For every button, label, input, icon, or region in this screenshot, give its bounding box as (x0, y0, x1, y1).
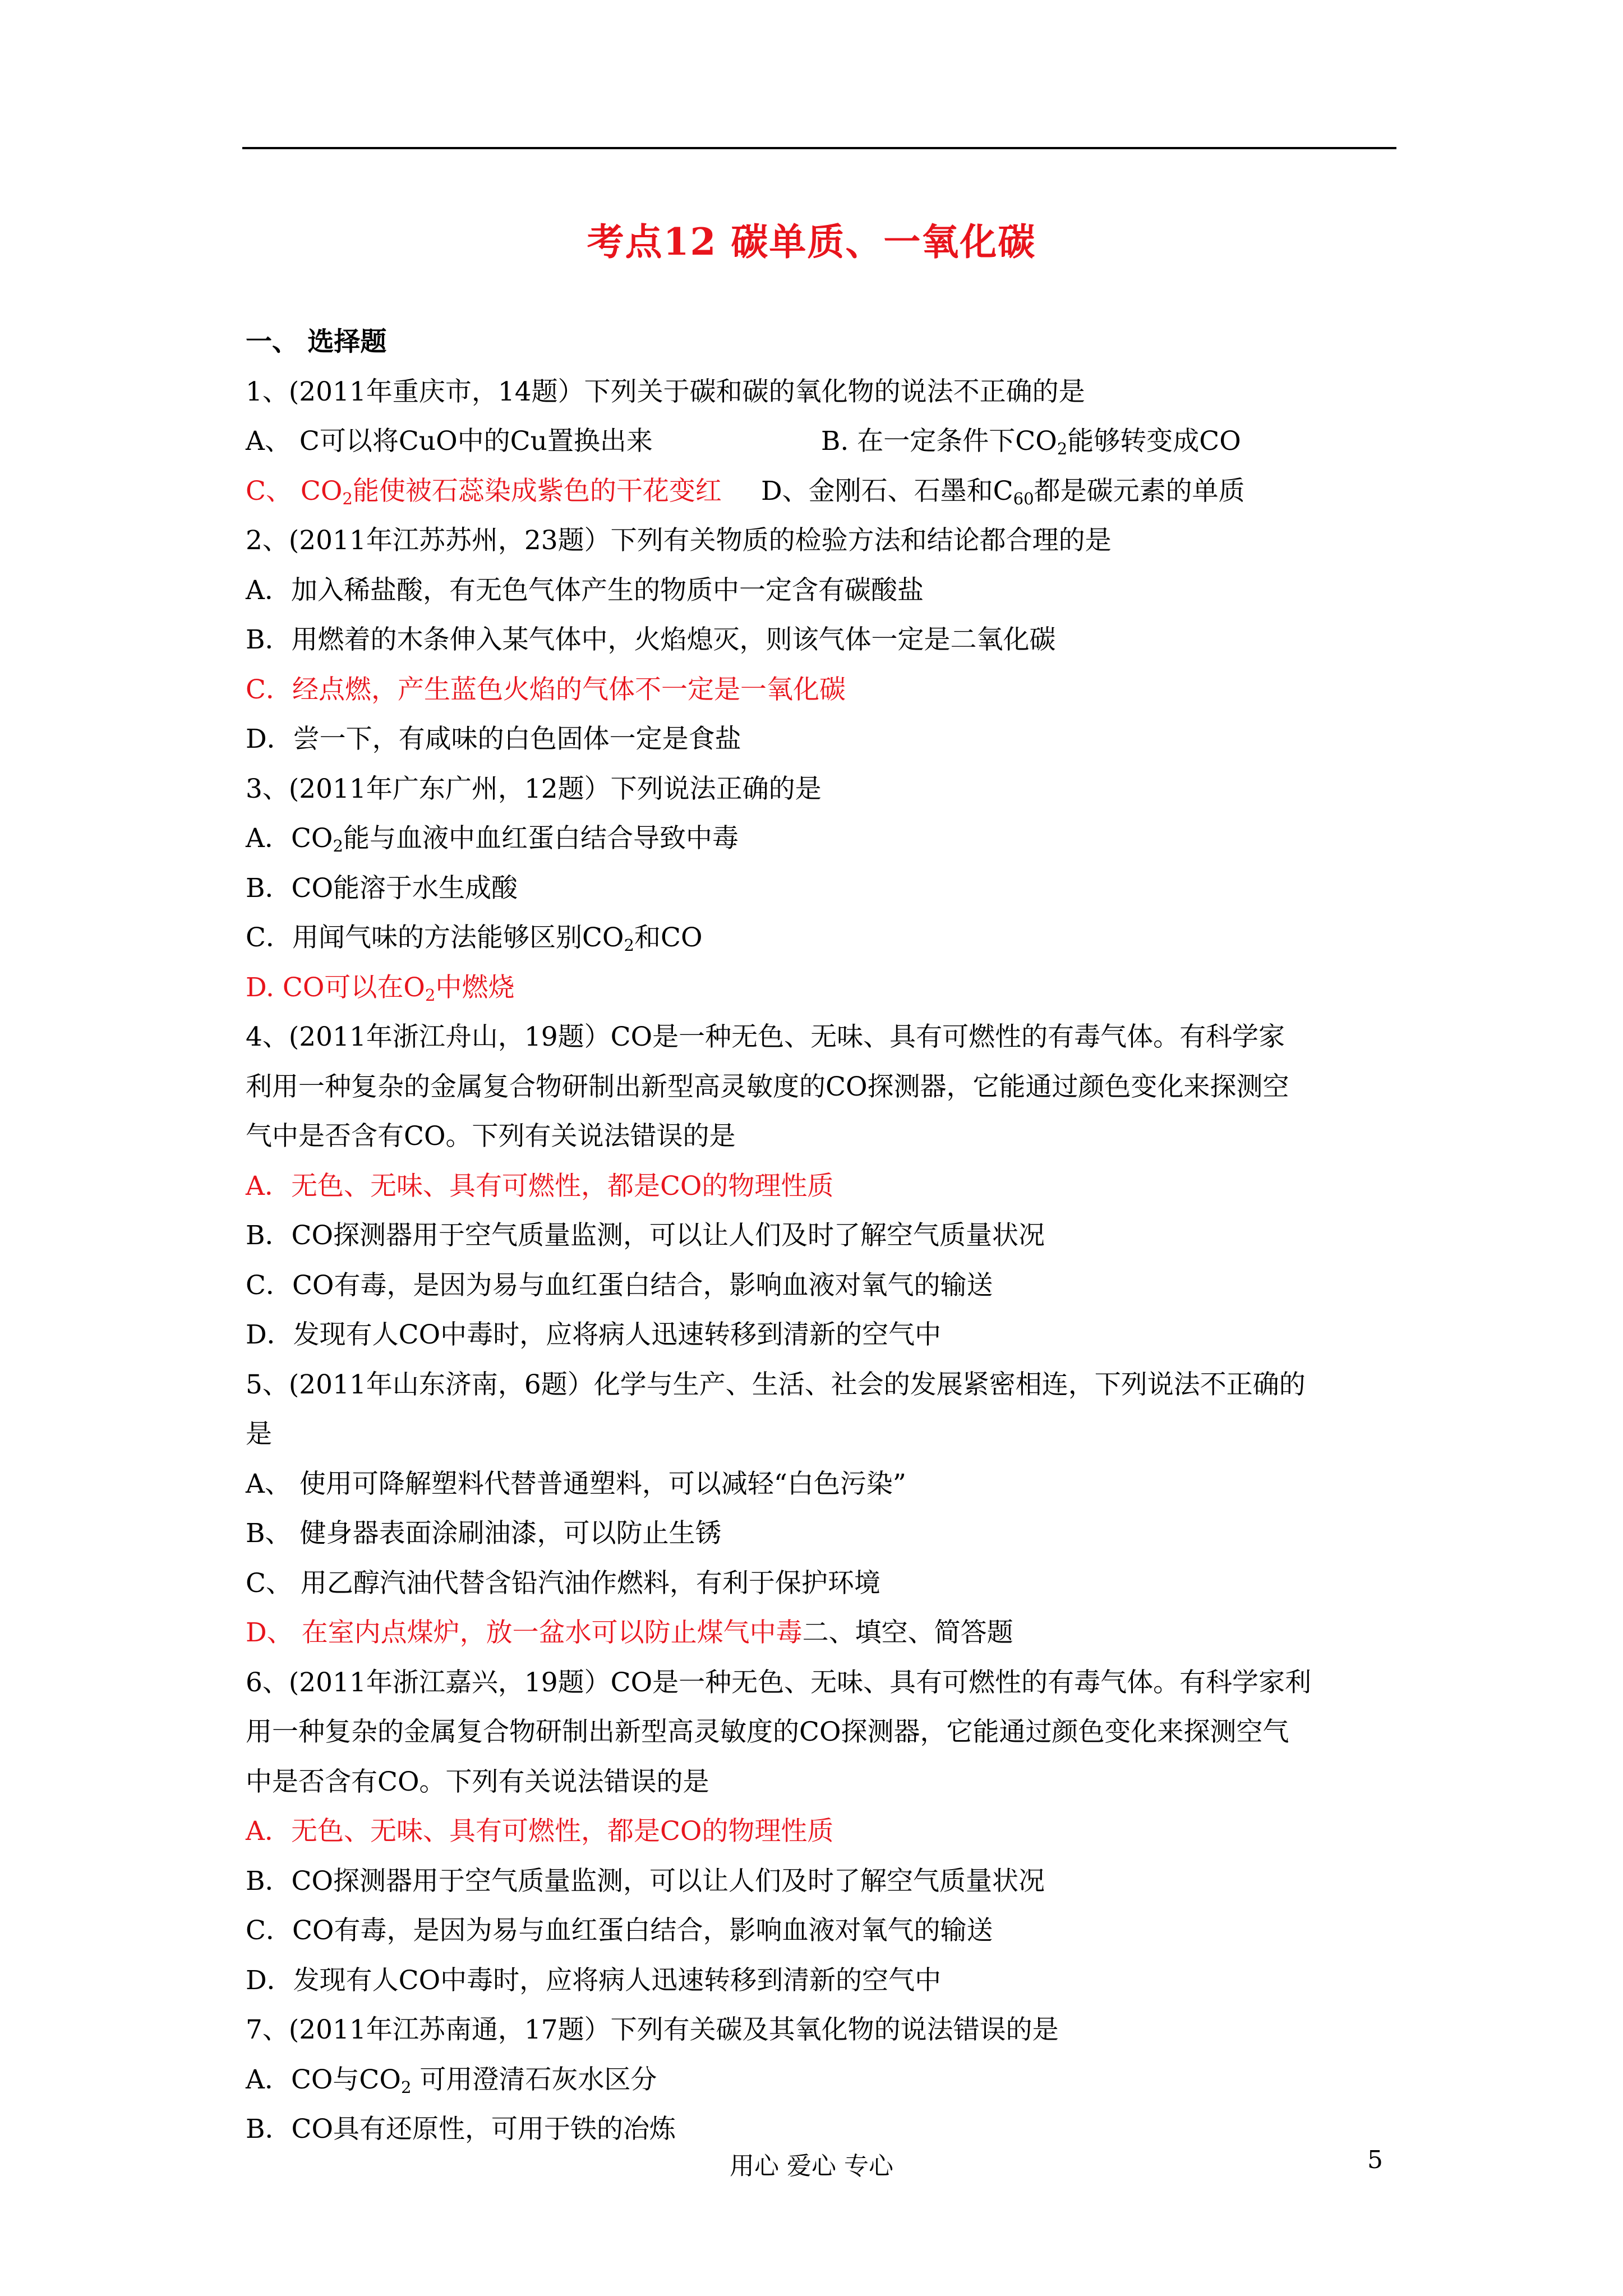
option-1a: A、 C可以将CuO中的Cu置换出来 (246, 426, 653, 457)
option-3a: A．$CO_2$能与血液中血红蛋白结合导致中毒 (246, 823, 739, 856)
option-3b: B．CO能溶于水生成酸 (246, 872, 518, 904)
section-heading: 一、 选择题 (246, 326, 387, 357)
option-2d: D．尝一下，有咸味的白色固体一定是食盐 (246, 724, 741, 754)
option-3c: C．用闻气味的方法能够区别$CO_2$和CO (246, 922, 703, 955)
option-5a: A、 使用可降解塑料代替普通塑料，可以减轻“白色污染” (246, 1468, 906, 1499)
option-5c: C、 用乙醇汽油代替含铅汽油作燃料，有利于保护环境 (246, 1567, 880, 1599)
question-5-stem-line1: 5、(2011年山东济南，6题）化学与生产、生活、社会的发展紧密相连，下列说法不正确的 (246, 1369, 1306, 1400)
question-6-stem-line3: 中是否含有CO。下列有关说法错误的是 (246, 1766, 709, 1797)
option-5d-line (246, 1608, 1401, 1658)
question-7-stem: 7、(2011年江苏南通，17题）下列有关碳及其氧化物的说法错误的是 (246, 2014, 1059, 2045)
option-2b: B．用燃着的木条伸入某气体中，火焰熄灭，则该气体一定是二氧化碳 (246, 624, 1056, 655)
option-4a-answer: A．无色、无味、具有可燃性，都是CO的物理性质 (246, 1170, 834, 1202)
option-5b: B、 健身器表面涂刷油漆，可以防止生锈 (246, 1518, 722, 1549)
option-5d-answer: D、 在室内点煤炉，放一盆水可以防止煤气中毒 (246, 1617, 803, 1648)
option-4c: C．CO有毒，是因为易与血红蛋白结合，影响血液对氧气的输送 (246, 1269, 993, 1301)
question-4-stem-line1: 4、(2011年浙江舟山，19题）CO是一种无色、无味、具有可燃性的有毒气体。有科学家 (246, 1022, 1285, 1052)
question-4-stem-line2: 利用一种复杂的金属复合物研制出新型高灵敏度的CO探测器，它能通过颜色变化来探测空 (246, 1071, 1289, 1102)
question-1-options-cd (246, 467, 1401, 517)
option-7b: B．CO具有还原性，可用于铁的冶炼 (246, 2114, 676, 2145)
question-1-options-ab (246, 417, 1401, 467)
document-body (246, 318, 1401, 2155)
option-2a: A．加入稀盐酸，有无色气体产生的物质中一定含有碳酸盐 (246, 574, 924, 606)
option-1b: B. 在一定条件下$CO_2$能够转变成CO (820, 426, 1241, 459)
question-1-stem: 1、(2011年重庆市，14题）下列关于碳和碳的氧化物的说法不正确的是 (246, 376, 1085, 407)
option-7a: A．CO与$CO_2$ 可用澄清石灰水区分 (246, 2064, 657, 2097)
page-footer: 用心 爱心 专心 (730, 2152, 893, 2180)
option-6c: C．CO有毒，是因为易与血红蛋白结合，影响血液对氧气的输送 (246, 1915, 993, 1946)
page-number: 5 (1367, 2146, 1383, 2174)
option-1c-answer: C、 $CO_2$能使被石蕊染成紫色的干花变红 (246, 475, 722, 508)
question-6-stem-line1: 6、(2011年浙江嘉兴，19题）CO是一种无色、无味、具有可燃性的有毒气体。有科学家利 (246, 1667, 1312, 1698)
option-4b: B．CO探测器用于空气质量监测，可以让人们及时了解空气质量状况 (246, 1220, 1045, 1251)
page-title: 考点12 碳单质、一氧化碳 (587, 220, 1036, 264)
question-4-stem-line3: 气中是否含有CO。下列有关说法错误的是 (246, 1121, 736, 1152)
question-6-stem-line2: 用一种复杂的金属复合物研制出新型高灵敏度的CO探测器，它能通过颜色变化来探测空气 (246, 1717, 1289, 1747)
header-rule (242, 147, 1396, 149)
option-6b: B．CO探测器用于空气质量监测，可以让人们及时了解空气质量状况 (246, 1865, 1045, 1897)
option-1d: D、金刚石、石墨和$C_{60}$都是碳元素的单质 (760, 475, 1245, 508)
option-6a-answer: A．无色、无味、具有可燃性，都是CO的物理性质 (246, 1816, 834, 1847)
question-2-stem: 2、(2011年江苏苏州，23题）下列有关物质的检验方法和结论都合理的是 (246, 525, 1112, 556)
question-3-stem: 3、(2011年广东广州，12题）下列说法正确的是 (246, 773, 822, 804)
question-5-stem-line2: 是 (246, 1419, 272, 1450)
option-6d: D．发现有人CO中毒时，应将病人迅速转移到清新的空气中 (246, 1964, 942, 1996)
section-2-heading: 二、填空、简答题 (802, 1617, 1013, 1648)
option-3d-answer: D. CO可以在$O_2$中燃烧 (246, 972, 515, 1005)
option-4d: D．发现有人CO中毒时，应将病人迅速转移到清新的空气中 (246, 1319, 942, 1350)
option-2c-answer: C．经点燃，产生蓝色火焰的气体不一定是一氧化碳 (246, 674, 846, 705)
